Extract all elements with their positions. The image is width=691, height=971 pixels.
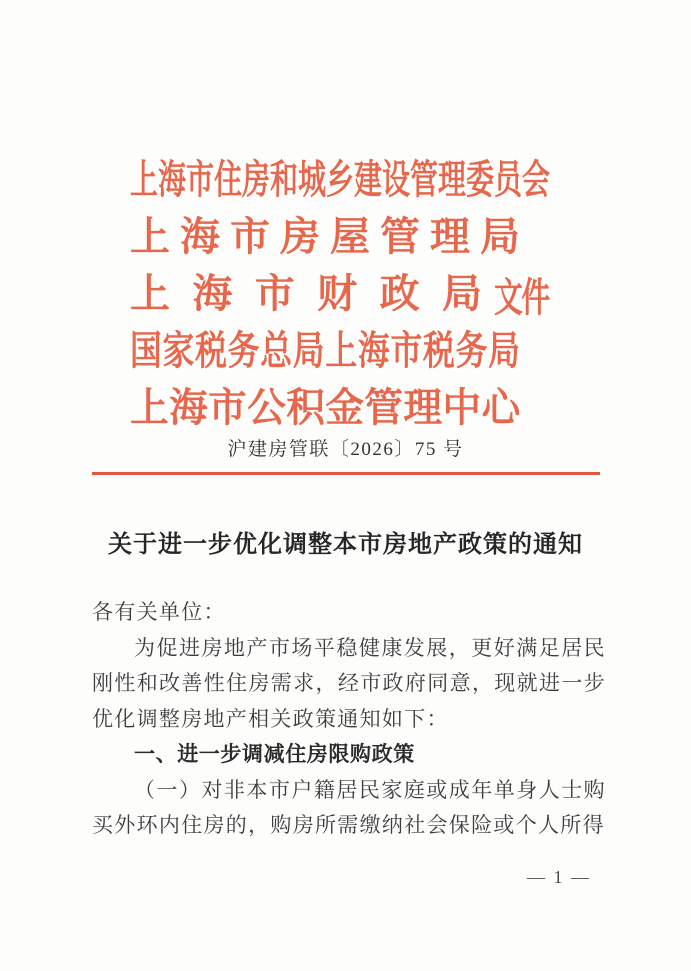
document-reference-number: 沪建房管联〔2026〕75 号: [227, 439, 464, 460]
red-letterhead: [130, 155, 687, 440]
agency-name-tax-bureau: 国 家 税 务 总 局 上 海 市 税 务 局: [130, 328, 521, 373]
section-1-heading: 一、进一步调减住房限购政策: [134, 743, 415, 766]
page-number: — 1 —: [527, 867, 591, 887]
doc-type-label: 文件: [494, 274, 549, 320]
document-title: 关于进一步优化调整本市房地产政策的通知: [108, 532, 583, 558]
document-body: [92, 595, 606, 844]
agency-name-provident-fund-center: 上 海 市 公 积 金 管 理 中 心: [130, 385, 521, 430]
agency-name-housing-construction-committee: 上 海 市 住 房 和 城 乡 建 设 管 理 委 员 会: [130, 157, 550, 202]
agency-name-finance-bureau: 上 海 市 财 政 局: [130, 271, 482, 316]
red-divider-rule: [92, 472, 600, 475]
letterhead-row-finance: [130, 269, 687, 319]
section-1-item-1-paragraph: （一）对非本市户籍居民家庭或成年单身人士购买外环内住房的，购房所需缴纳社会保险或个人所得: [92, 777, 606, 837]
salutation: 各有关单位：: [92, 600, 226, 624]
intro-paragraph: 为促进房地产市场平稳健康发展，更好满足居民刚性和改善性住房需求，经市政府同意，现就进一步优化调整房地产相关政策通知如下：: [92, 635, 606, 731]
agency-name-housing-bureau: 上 海 市 房 屋 管 理 局: [130, 214, 520, 259]
